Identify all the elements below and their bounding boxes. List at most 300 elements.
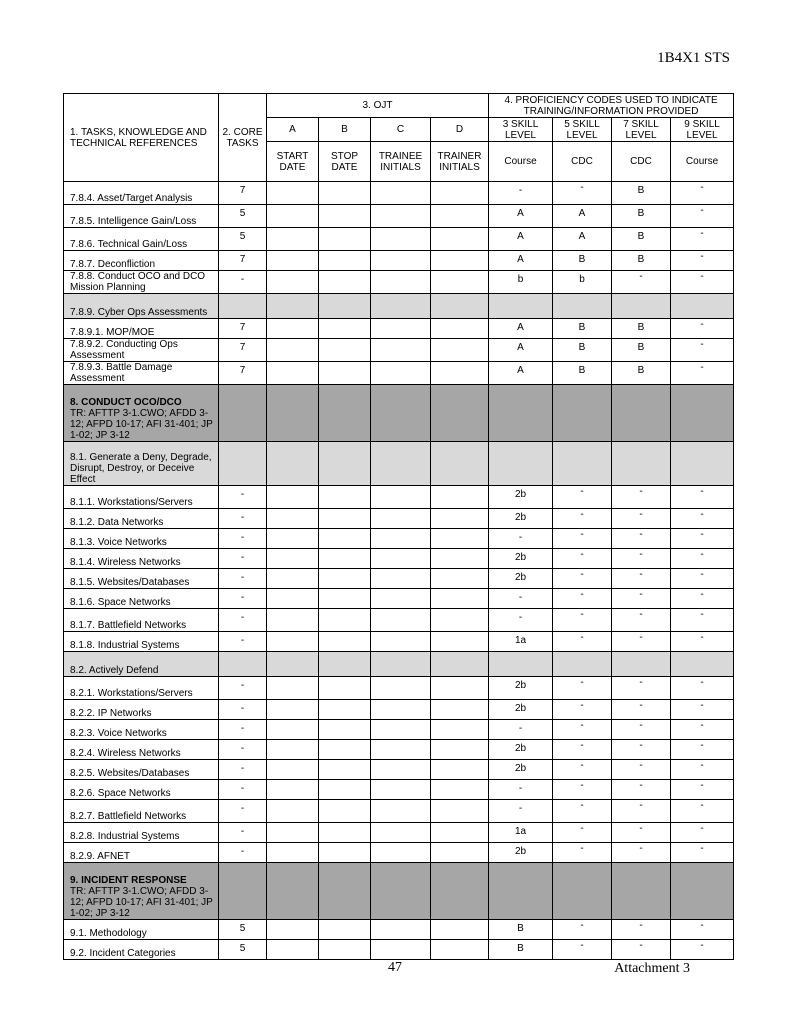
stop-date-cell[interactable] <box>319 632 371 652</box>
table-row <box>64 940 734 960</box>
ojt-col-a: A <box>267 118 319 142</box>
stop-date-cell[interactable] <box>319 339 371 362</box>
trainer-initials-cell[interactable] <box>431 589 489 609</box>
prof-7-skill-cell: B <box>612 205 671 228</box>
trainer-initials-cell[interactable] <box>431 339 489 362</box>
prof-5-skill-cell: - <box>553 823 612 843</box>
task-label: 7.8.9. Cyber Ops Assessments <box>70 307 208 318</box>
table-row <box>64 385 734 442</box>
trainer-initials-cell[interactable] <box>431 863 489 920</box>
prof-7-skill-cell: - <box>612 271 671 294</box>
trainee-initials-cell[interactable] <box>371 228 431 251</box>
stop-date-cell[interactable] <box>319 271 371 294</box>
start-date-cell[interactable] <box>267 271 319 294</box>
task-cell <box>64 780 219 800</box>
trainee-initials-cell[interactable] <box>371 182 431 205</box>
prof-9-skill-cell: - <box>671 549 734 569</box>
start-date-cell[interactable] <box>267 182 319 205</box>
prof-level-7: 7 SKILL LEVEL <box>612 118 671 142</box>
trainer-initials-cell[interactable] <box>431 760 489 780</box>
prof-5-skill-cell: - <box>553 486 612 509</box>
task-cell <box>64 700 219 720</box>
start-date-cell[interactable] <box>267 385 319 442</box>
prof-9-skill-cell: - <box>671 339 734 362</box>
stop-date-cell[interactable] <box>319 549 371 569</box>
prof-5-skill-cell: - <box>553 529 612 549</box>
start-date-cell[interactable] <box>267 251 319 271</box>
task-cell <box>64 589 219 609</box>
prof-7-skill-cell: - <box>612 843 671 863</box>
trainee-initials-cell[interactable] <box>371 652 431 677</box>
start-date-cell[interactable] <box>267 589 319 609</box>
prof-7-skill-cell: - <box>612 677 671 700</box>
prof-3-skill-cell: - <box>489 800 553 823</box>
core-task-cell <box>219 294 267 319</box>
task-cell <box>64 385 219 442</box>
trainee-initials-cell[interactable] <box>371 800 431 823</box>
task-label: 8.1.8. Industrial Systems <box>70 640 180 651</box>
task-label: 7.8.6. Technical Gain/Loss <box>70 239 188 250</box>
core-task-cell: - <box>219 720 267 740</box>
prof-7-skill-cell <box>612 294 671 319</box>
trainee-initials-cell[interactable] <box>371 339 431 362</box>
task-label: 8.1.5. Websites/Databases <box>70 577 190 588</box>
task-cell <box>64 609 219 632</box>
start-date-cell[interactable] <box>267 632 319 652</box>
start-date-cell[interactable] <box>267 362 319 385</box>
trainer-initials-cell[interactable] <box>431 920 489 940</box>
stop-date-cell[interactable] <box>319 823 371 843</box>
start-date-cell[interactable] <box>267 609 319 632</box>
start-date-cell[interactable] <box>267 720 319 740</box>
task-cell <box>64 228 219 251</box>
prof-5-skill-cell: - <box>553 677 612 700</box>
prof-3-skill-cell: 2b <box>489 760 553 780</box>
prof-3-skill-cell: - <box>489 589 553 609</box>
task-label: 8.2.9. AFNET <box>70 851 131 862</box>
stop-date-cell[interactable] <box>319 385 371 442</box>
trainer-initials-cell[interactable] <box>431 700 489 720</box>
trainer-initials-cell[interactable] <box>431 385 489 442</box>
trainee-initials-cell[interactable] <box>371 700 431 720</box>
stop-date-cell[interactable] <box>319 589 371 609</box>
task-label: 8.1.4. Wireless Networks <box>70 557 181 568</box>
prof-sub-9: Course <box>671 142 734 182</box>
prof-5-skill-cell <box>553 294 612 319</box>
stop-date-cell[interactable] <box>319 740 371 760</box>
task-cell <box>64 920 219 940</box>
prof-9-skill-cell: - <box>671 182 734 205</box>
trainee-initials-cell[interactable] <box>371 569 431 589</box>
core-task-cell: - <box>219 823 267 843</box>
prof-3-skill-cell: 2b <box>489 569 553 589</box>
stop-date-cell[interactable] <box>319 362 371 385</box>
table-row <box>64 652 734 677</box>
stop-date-cell[interactable] <box>319 700 371 720</box>
prof-3-skill-cell: - <box>489 720 553 740</box>
task-cell <box>64 529 219 549</box>
start-date-cell[interactable] <box>267 920 319 940</box>
page-number: 47 <box>388 960 402 975</box>
prof-7-skill-cell: - <box>612 486 671 509</box>
stop-date-cell[interactable] <box>319 780 371 800</box>
prof-7-skill-cell: B <box>612 182 671 205</box>
trainer-initials-cell[interactable] <box>431 294 489 319</box>
task-cell <box>64 182 219 205</box>
table-row <box>64 720 734 740</box>
prof-9-skill-cell: - <box>671 529 734 549</box>
trainee-initials-cell[interactable] <box>371 385 431 442</box>
stop-date-cell[interactable] <box>319 182 371 205</box>
prof-3-skill-cell: A <box>489 362 553 385</box>
prof-7-skill-cell <box>612 863 671 920</box>
start-date-cell[interactable] <box>267 780 319 800</box>
trainer-initials-cell[interactable] <box>431 271 489 294</box>
trainee-initials-cell[interactable] <box>371 442 431 486</box>
task-cell <box>64 940 219 960</box>
trainer-initials-cell[interactable] <box>431 800 489 823</box>
prof-3-skill-cell: 2b <box>489 677 553 700</box>
prof-level-9: 9 SKILL LEVEL <box>671 118 734 142</box>
trainer-initials-cell[interactable] <box>431 529 489 549</box>
prof-7-skill-cell: - <box>612 740 671 760</box>
task-cell <box>64 271 219 294</box>
prof-7-skill-cell: - <box>612 700 671 720</box>
trainer-initials-cell[interactable] <box>431 442 489 486</box>
trainer-initials-cell[interactable] <box>431 720 489 740</box>
task-cell <box>64 294 219 319</box>
trainee-initials-cell[interactable] <box>371 271 431 294</box>
prof-3-skill-cell: A <box>489 339 553 362</box>
start-date-cell[interactable] <box>267 800 319 823</box>
task-label: 9.1. Methodology <box>70 928 147 939</box>
stop-date-cell[interactable] <box>319 677 371 700</box>
prof-5-skill-cell: - <box>553 740 612 760</box>
trainer-initials-cell[interactable] <box>431 740 489 760</box>
prof-9-skill-cell: - <box>671 800 734 823</box>
stop-date-cell[interactable] <box>319 529 371 549</box>
trainer-initials-cell[interactable] <box>431 609 489 632</box>
prof-3-skill-cell: 2b <box>489 549 553 569</box>
prof-3-skill-cell <box>489 863 553 920</box>
table-row <box>64 509 734 529</box>
trainee-initials-cell[interactable] <box>371 940 431 960</box>
trainer-initials-cell[interactable] <box>431 486 489 509</box>
trainee-initials-cell[interactable] <box>371 740 431 760</box>
stop-date-cell[interactable] <box>319 920 371 940</box>
stop-date-cell[interactable] <box>319 800 371 823</box>
prof-9-skill-cell: - <box>671 940 734 960</box>
task-label: 8.1.1. Workstations/Servers <box>70 497 193 508</box>
prof-7-skill-cell: - <box>612 720 671 740</box>
trainee-initials-cell[interactable] <box>371 609 431 632</box>
proficiency-header: 4. PROFICIENCY CODES USED TO INDICATE TRAINING/INFORMATION PROVIDED <box>489 94 734 118</box>
trainer-initials-cell[interactable] <box>431 182 489 205</box>
prof-9-skill-cell <box>671 385 734 442</box>
trainer-initials-cell[interactable] <box>431 940 489 960</box>
start-date-cell[interactable] <box>267 509 319 529</box>
trainer-initials-cell[interactable] <box>431 549 489 569</box>
prof-3-skill-cell: 1a <box>489 823 553 843</box>
prof-9-skill-cell: - <box>671 677 734 700</box>
prof-7-skill-cell: B <box>612 339 671 362</box>
prof-5-skill-cell: b <box>553 271 612 294</box>
start-date-cell[interactable] <box>267 549 319 569</box>
start-date-cell[interactable] <box>267 700 319 720</box>
stop-date-cell[interactable] <box>319 760 371 780</box>
stop-date-cell[interactable] <box>319 509 371 529</box>
prof-9-skill-cell: - <box>671 760 734 780</box>
trainer-initials-cell[interactable] <box>431 843 489 863</box>
core-task-cell: - <box>219 740 267 760</box>
prof-5-skill-cell: - <box>553 549 612 569</box>
prof-9-skill-cell: - <box>671 589 734 609</box>
task-label: 7.8.9.3. Battle Damage Assessment <box>70 362 173 384</box>
trainee-initials-cell[interactable] <box>371 780 431 800</box>
prof-5-skill-cell: - <box>553 760 612 780</box>
stop-date-cell[interactable] <box>319 863 371 920</box>
task-label: 8.1.3. Voice Networks <box>70 537 167 548</box>
prof-5-skill-cell: - <box>553 569 612 589</box>
prof-3-skill-cell: A <box>489 228 553 251</box>
trainer-initials-cell[interactable] <box>431 362 489 385</box>
trainee-initials-cell[interactable] <box>371 863 431 920</box>
prof-3-skill-cell: B <box>489 920 553 940</box>
core-task-cell: - <box>219 677 267 700</box>
stop-date-cell[interactable] <box>319 940 371 960</box>
table-row <box>64 780 734 800</box>
task-cell <box>64 442 219 486</box>
task-label: 7.8.4. Asset/Target Analysis <box>70 193 193 204</box>
core-task-cell: - <box>219 843 267 863</box>
prof-5-skill-cell: A <box>553 205 612 228</box>
prof-7-skill-cell: B <box>612 228 671 251</box>
start-date-cell[interactable] <box>267 677 319 700</box>
trainer-initials-cell[interactable] <box>431 205 489 228</box>
document-id: 1B4X1 STS <box>657 50 730 66</box>
trainer-initials-cell[interactable] <box>431 652 489 677</box>
core-task-cell: 7 <box>219 339 267 362</box>
start-date-cell[interactable] <box>267 823 319 843</box>
start-date-cell[interactable] <box>267 319 319 339</box>
start-date-cell[interactable] <box>267 486 319 509</box>
task-label: 8.1. Generate a Deny, Degrade, Disrupt, Destroy, or Deceive Effect <box>70 452 212 485</box>
prof-9-skill-cell: - <box>671 720 734 740</box>
trainee-initials-cell[interactable] <box>371 589 431 609</box>
trainee-initials-cell[interactable] <box>371 294 431 319</box>
stop-date-cell[interactable] <box>319 228 371 251</box>
stop-date-cell[interactable] <box>319 442 371 486</box>
stop-date-cell[interactable] <box>319 486 371 509</box>
start-date-cell[interactable] <box>267 294 319 319</box>
stop-date-cell[interactable] <box>319 251 371 271</box>
prof-9-skill-cell: - <box>671 843 734 863</box>
core-task-cell: 7 <box>219 319 267 339</box>
core-task-cell <box>219 652 267 677</box>
table-row <box>64 569 734 589</box>
prof-7-skill-cell <box>612 652 671 677</box>
task-label: 8.2.2. IP Networks <box>70 708 152 719</box>
start-date-cell[interactable] <box>267 940 319 960</box>
task-label: 8.2.5. Websites/Databases <box>70 768 190 779</box>
ojt-stop-date: STOP DATE <box>319 142 371 182</box>
start-date-cell[interactable] <box>267 843 319 863</box>
table-row <box>64 549 734 569</box>
prof-9-skill-cell: - <box>671 569 734 589</box>
start-date-cell[interactable] <box>267 205 319 228</box>
stop-date-cell[interactable] <box>319 294 371 319</box>
trainer-initials-cell[interactable] <box>431 251 489 271</box>
prof-5-skill-cell: - <box>553 780 612 800</box>
table-row <box>64 740 734 760</box>
core-task-cell: 7 <box>219 182 267 205</box>
table-row <box>64 589 734 609</box>
trainee-initials-cell[interactable] <box>371 677 431 700</box>
trainee-initials-cell[interactable] <box>371 549 431 569</box>
prof-9-skill-cell: - <box>671 920 734 940</box>
task-cell <box>64 632 219 652</box>
table-row <box>64 920 734 940</box>
task-label: 8.2.3. Voice Networks <box>70 728 167 739</box>
core-task-cell: - <box>219 609 267 632</box>
table-row <box>64 700 734 720</box>
stop-date-cell[interactable] <box>319 843 371 863</box>
start-date-cell[interactable] <box>267 339 319 362</box>
table-row <box>64 529 734 549</box>
prof-5-skill-cell: - <box>553 720 612 740</box>
stop-date-cell[interactable] <box>319 319 371 339</box>
task-label: 7.8.5. Intelligence Gain/Loss <box>70 216 197 227</box>
core-task-cell: 7 <box>219 362 267 385</box>
table-row <box>64 677 734 700</box>
task-label: 9.2. Incident Categories <box>70 948 176 959</box>
trainee-initials-cell[interactable] <box>371 632 431 652</box>
core-task-cell: - <box>219 632 267 652</box>
core-task-cell: - <box>219 549 267 569</box>
trainer-initials-cell[interactable] <box>431 632 489 652</box>
prof-9-skill-cell: - <box>671 632 734 652</box>
task-label: 8.2.8. Industrial Systems <box>70 831 180 842</box>
stop-date-cell[interactable] <box>319 609 371 632</box>
trainer-initials-cell[interactable] <box>431 569 489 589</box>
task-label: 8.2.6. Space Networks <box>70 788 171 799</box>
trainee-initials-cell[interactable] <box>371 251 431 271</box>
prof-5-skill-cell: - <box>553 843 612 863</box>
prof-3-skill-cell: 2b <box>489 740 553 760</box>
technical-reference: TR: AFTTP 3-1.CWO; AFDD 3-12; AFPD 10-17; AFI 31-401; JP 1-02; JP 3-12 <box>70 408 213 441</box>
trainee-initials-cell[interactable] <box>371 205 431 228</box>
prof-3-skill-cell <box>489 385 553 442</box>
task-cell <box>64 652 219 677</box>
ojt-col-d: D <box>431 118 489 142</box>
trainee-initials-cell[interactable] <box>371 720 431 740</box>
task-cell <box>64 843 219 863</box>
task-label: 8.1.2. Data Networks <box>70 517 164 528</box>
prof-3-skill-cell: - <box>489 529 553 549</box>
prof-9-skill-cell: - <box>671 780 734 800</box>
prof-7-skill-cell: B <box>612 251 671 271</box>
prof-5-skill-cell: - <box>553 589 612 609</box>
core-task-cell: - <box>219 800 267 823</box>
trainee-initials-cell[interactable] <box>371 823 431 843</box>
trainee-initials-cell[interactable] <box>371 760 431 780</box>
table-row <box>64 843 734 863</box>
prof-7-skill-cell: - <box>612 780 671 800</box>
task-cell <box>64 823 219 843</box>
prof-7-skill-cell: - <box>612 529 671 549</box>
prof-5-skill-cell: A <box>553 228 612 251</box>
prof-7-skill-cell: - <box>612 589 671 609</box>
task-cell <box>64 760 219 780</box>
start-date-cell[interactable] <box>267 760 319 780</box>
prof-5-skill-cell: B <box>553 251 612 271</box>
prof-3-skill-cell: 2b <box>489 700 553 720</box>
stop-date-cell[interactable] <box>319 720 371 740</box>
prof-3-skill-cell: - <box>489 780 553 800</box>
trainee-initials-cell[interactable] <box>371 509 431 529</box>
table-row <box>64 228 734 251</box>
trainee-initials-cell[interactable] <box>371 362 431 385</box>
core-task-cell: - <box>219 760 267 780</box>
start-date-cell[interactable] <box>267 228 319 251</box>
trainer-initials-cell[interactable] <box>431 823 489 843</box>
start-date-cell[interactable] <box>267 442 319 486</box>
start-date-cell[interactable] <box>267 529 319 549</box>
trainee-initials-cell[interactable] <box>371 843 431 863</box>
core-task-cell: - <box>219 509 267 529</box>
prof-5-skill-cell: - <box>553 800 612 823</box>
prof-9-skill-cell: - <box>671 486 734 509</box>
table-row <box>64 863 734 920</box>
table-row <box>64 339 734 362</box>
stop-date-cell[interactable] <box>319 652 371 677</box>
task-cell <box>64 549 219 569</box>
prof-5-skill-cell: - <box>553 700 612 720</box>
trainee-initials-cell[interactable] <box>371 920 431 940</box>
prof-9-skill-cell: - <box>671 740 734 760</box>
prof-9-skill-cell <box>671 863 734 920</box>
trainer-initials-cell[interactable] <box>431 780 489 800</box>
start-date-cell[interactable] <box>267 740 319 760</box>
table-row <box>64 760 734 780</box>
prof-7-skill-cell <box>612 442 671 486</box>
core-task-cell: - <box>219 780 267 800</box>
stop-date-cell[interactable] <box>319 205 371 228</box>
prof-3-skill-cell: A <box>489 205 553 228</box>
trainer-initials-cell[interactable] <box>431 319 489 339</box>
trainer-initials-cell[interactable] <box>431 509 489 529</box>
prof-3-skill-cell: - <box>489 609 553 632</box>
start-date-cell[interactable] <box>267 652 319 677</box>
stop-date-cell[interactable] <box>319 569 371 589</box>
core-task-cell: - <box>219 569 267 589</box>
start-date-cell[interactable] <box>267 569 319 589</box>
task-cell <box>64 205 219 228</box>
trainer-initials-cell[interactable] <box>431 228 489 251</box>
table-row <box>64 271 734 294</box>
trainee-initials-cell[interactable] <box>371 529 431 549</box>
technical-reference: TR: AFTTP 3-1.CWO; AFDD 3-12; AFPD 10-17; AFI 31-401; JP 1-02; JP 3-12 <box>70 886 213 919</box>
tasks-column-header: 1. TASKS, KNOWLEDGE AND TECHNICAL REFERENCES <box>64 94 219 182</box>
trainee-initials-cell[interactable] <box>371 319 431 339</box>
trainer-initials-cell[interactable] <box>431 677 489 700</box>
start-date-cell[interactable] <box>267 863 319 920</box>
prof-3-skill-cell <box>489 294 553 319</box>
prof-9-skill-cell: - <box>671 609 734 632</box>
prof-level-5: 5 SKILL LEVEL <box>553 118 612 142</box>
trainee-initials-cell[interactable] <box>371 486 431 509</box>
prof-5-skill-cell: - <box>553 509 612 529</box>
